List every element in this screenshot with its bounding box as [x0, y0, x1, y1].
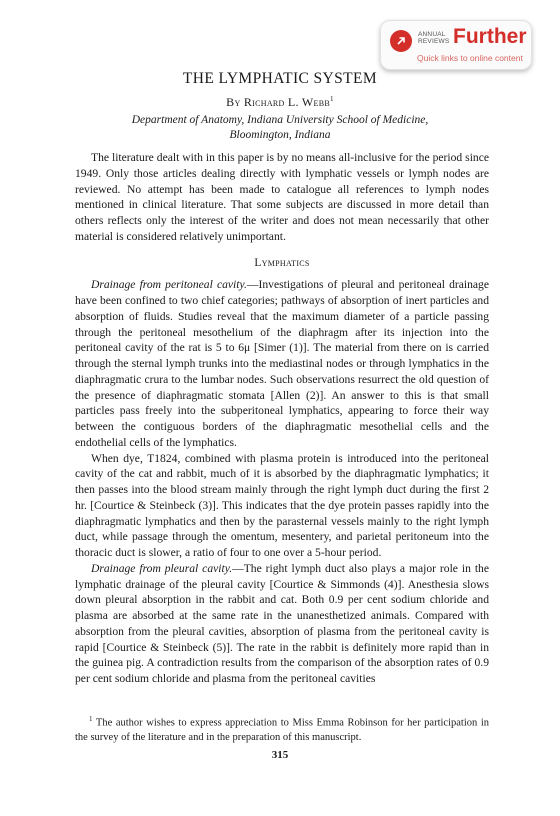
badge-further-text: Further	[453, 25, 527, 48]
further-badge[interactable]	[380, 20, 532, 70]
paragraph-dye	[75, 451, 489, 561]
footnote	[75, 712, 489, 745]
author-line	[0, 95, 560, 110]
affiliation-line-1: Department of Anatomy, Indiana University School of Medicine,	[131, 114, 429, 126]
affiliation	[0, 113, 560, 143]
paragraph-text: —The right lymph duct also plays a major role in the lymphatic drainage of the pleural cavity [Courtice & Simmonds (4)]. Anesthesia slows down pleural absorption in the rabbit and cat. Both 0.9 per cent sodium chloride and plasma are absorbed at the same rate in the unanesthetized animals. Compared with absorption from the pleural cavities, absorption of plasma from the peritoneal cavity is rapid [Courtice & Steinbeck (5)]. The rate in the rabbit is definitely more rapid than in the guinea pig. A contradiction results from the comparison of the absorption rates of 0.9 per cent sodium chloride and plasma from the peritoneal cavities	[75, 561, 489, 685]
affiliation-line-2: Bloomington, Indiana	[229, 129, 331, 141]
section-heading: Lymphatics	[254, 256, 310, 269]
article-body	[75, 150, 489, 687]
author-footnote-mark: 1	[330, 95, 334, 103]
badge-subtitle: Quick links to online content	[417, 53, 523, 63]
badge-annual-text: ANNUAL	[418, 31, 446, 38]
footnote-mark: 1	[89, 715, 93, 723]
subhead-pleural: Drainage from pleural cavity.	[91, 561, 233, 575]
paragraph-text: —Investigations of pleural and peritoneal drainage have been confined to two chief categories; pathways of absorption of inert particles and absorption of fluids. Studies reveal that the maximum diameter of a particle passing through the peritoneal mesothelium of the diaphragm after its injection into the peritoneal cavity of the rat is 5 to 6μ [Simer (1)]. The material from there on is carried through the sternal lymph trunks into the mediastinal nodes or through lymphatics in the diaphragmatic crura to the lumbar nodes. Such observations resurrect the old question of the presence of diaphragmatic stomata [Allen (2)]. An answer to this is that small particles pass freely into the subperitoneal lymphatics, appearing to force their way between the contiguous borders of the diaphragmatic mesothelial cells and the endothelial cells of the lymphatics.	[75, 278, 490, 449]
badge-logo	[390, 30, 412, 52]
badge-reviews-text: REVIEWS	[418, 38, 450, 45]
author-name: By Richard L. Webb	[226, 95, 331, 109]
intro-paragraph: The literature dealt with in this paper is by no means all-inclusive for the period since 1949. Only those articles dealing directly with lymphatic vessels or lymph nodes are reviewed. No attempt has been made to catalogue all references to lymph nodes mentioned in clinical literature. That some subjects are discussed in more detail than others reflects only the interest of the writer and does not mean necessarily that other material is considered relatively unimportant.	[75, 151, 489, 243]
subhead-peritoneal: Drainage from peritoneal cavity.	[91, 278, 247, 292]
paragraph-pleural	[75, 561, 489, 687]
footnote-text: The author wishes to express appreciation to Miss Emma Robinson for her participation in the survey of the literature and in the preparation of this manuscript.	[75, 717, 489, 743]
paragraph-text: When dye, T1824, combined with plasma protein is introduced into the peritoneal cavity of the cat and rabbit, much of it is absorbed by the diaphragmatic lymphatics; it then passes into the blood stream mainly through the right lymph duct during the first 2 hr. [Courtice & Steinbeck (3)]. This indicates that the dye protein passes rapidly into the diaphragmatic lymphatics and then by the parasternal vessels mainly to the right lymph duct, while passage through the omentum, mesentery, and parietal peritoneum into the thoracic duct is slower, a ratio of four to one over a 5-hour period.	[75, 451, 489, 559]
badge-brand	[418, 31, 449, 45]
article-title: THE LYMPHATIC SYSTEM	[182, 70, 378, 87]
page-number: 315	[271, 749, 289, 761]
arrow-icon	[396, 36, 406, 46]
paragraph-peritoneal	[75, 277, 489, 450]
